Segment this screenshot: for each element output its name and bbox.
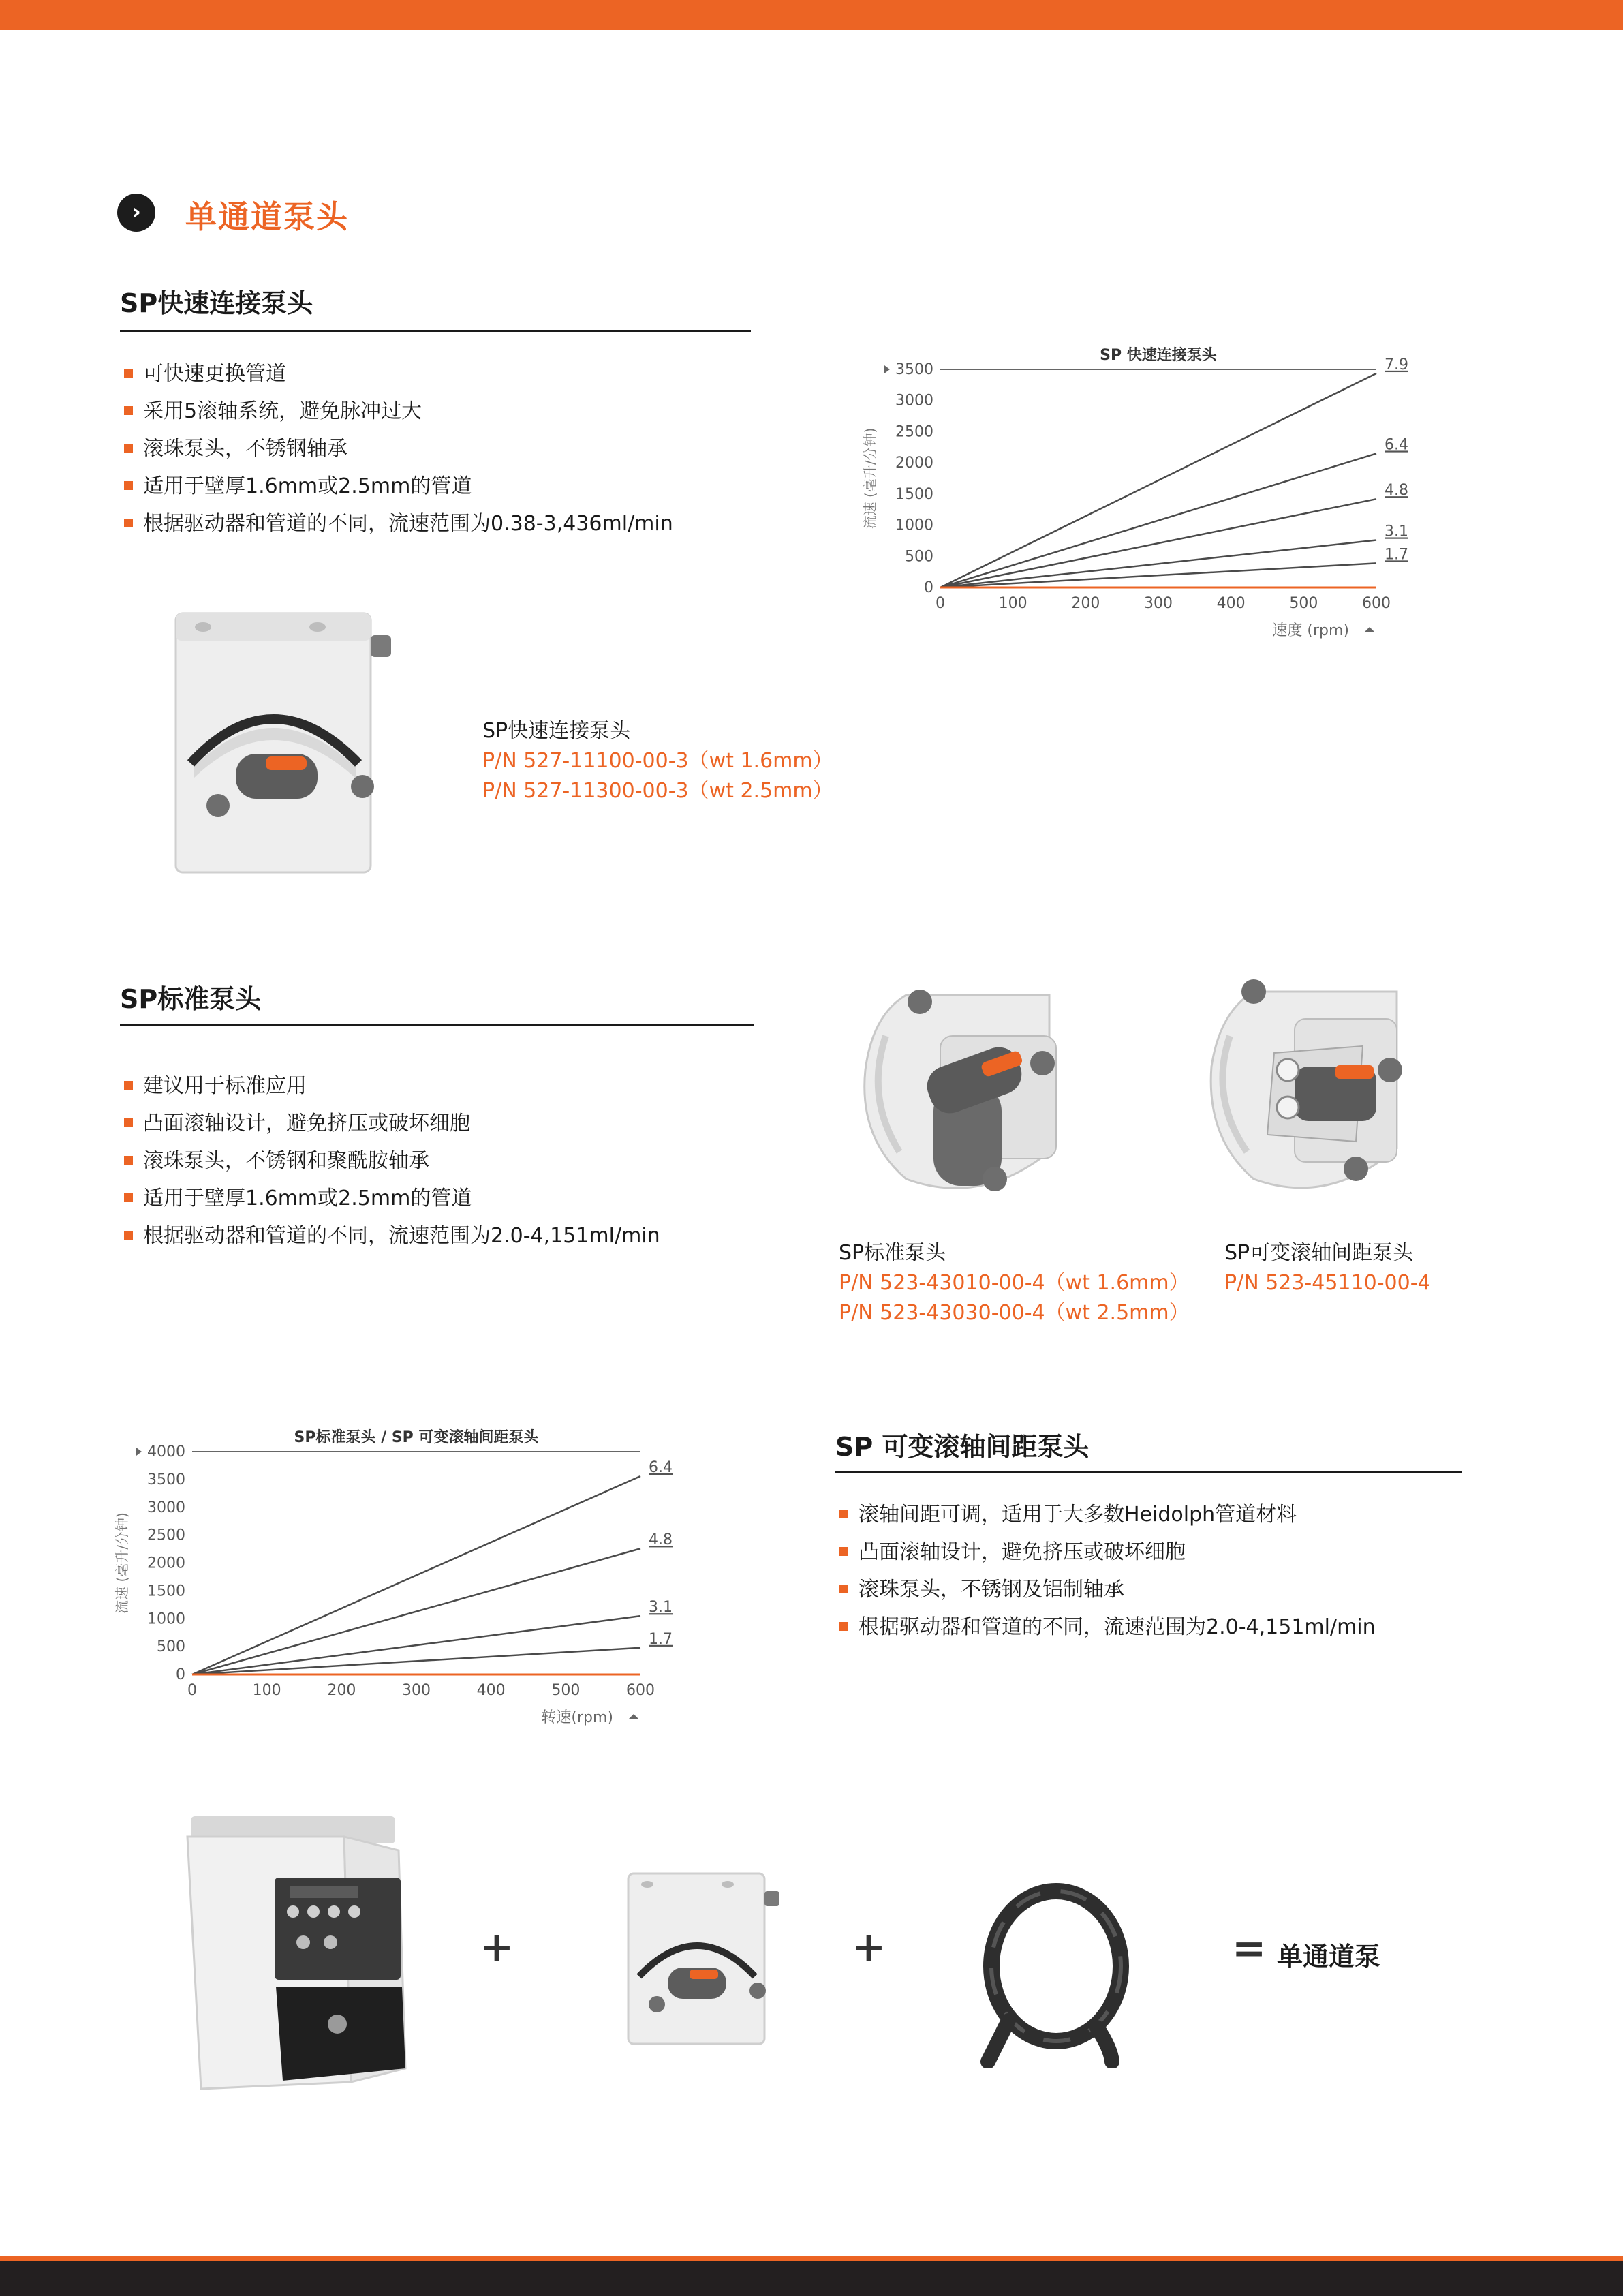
- x-tick-label: 200: [1071, 595, 1100, 612]
- variable-caption-name: SP可变滚轴间距泵头: [1224, 1241, 1414, 1265]
- list-item: 凸面滚轴设计，避免挤压或破坏细胞: [835, 1533, 1585, 1571]
- series-label: 1.7: [649, 1630, 673, 1648]
- x-tick-label: 400: [476, 1682, 506, 1699]
- y-axis-label: 流速 (毫升/分钟): [114, 1512, 130, 1614]
- y-tick-label: 3000: [147, 1499, 185, 1516]
- quick-feature-list: [120, 355, 801, 542]
- x-tick-label: 600: [1362, 595, 1391, 612]
- chart-title: SP 快速连接泵头: [1100, 347, 1217, 364]
- y-tick-label: 1500: [895, 485, 933, 503]
- series-line: [192, 1548, 640, 1674]
- quick-heading-rule: [120, 330, 751, 332]
- x-axis-label: 转速(rpm): [541, 1709, 613, 1726]
- list-item: 适用于壁厚1.6mm或2.5mm的管道: [120, 468, 801, 505]
- list-item: 根据驱动器和管道的不同，流速范围为0.38-3,436ml/min: [120, 505, 801, 542]
- y-axis-arrow-icon: [884, 365, 890, 373]
- standard-flow-chart: [109, 1414, 688, 1734]
- series-line: [192, 1648, 640, 1674]
- variable-feature-list: [835, 1496, 1585, 1646]
- y-tick-label: 3500: [895, 361, 933, 378]
- x-axis-arrow-icon: [1364, 627, 1375, 632]
- series-label: 6.4: [649, 1458, 673, 1476]
- tubing-image: [968, 1878, 1151, 2068]
- y-tick-label: 2000: [895, 455, 933, 472]
- bottom-footer-bar: [0, 2261, 1623, 2296]
- x-axis-arrow-icon: [628, 1714, 639, 1719]
- y-tick-label: 1000: [895, 517, 933, 534]
- series-label: 3.1: [1385, 523, 1408, 540]
- x-tick-label: 0: [936, 595, 945, 612]
- variable-caption-pn1: P/N 523-45110-00-4: [1224, 1271, 1431, 1295]
- standard-feature-list: [120, 1067, 801, 1255]
- quick-caption-pn1: P/N 527-11100-00-3（wt 1.6mm）: [482, 749, 833, 773]
- y-tick-label: 500: [905, 548, 933, 566]
- y-tick-label: 3500: [147, 1471, 185, 1488]
- standard-heading: SP标准泵头: [120, 984, 262, 1014]
- x-tick-label: 100: [998, 595, 1027, 612]
- standard-caption-pn2: P/N 523-43030-00-4（wt 2.5mm）: [839, 1301, 1190, 1325]
- list-item: 可快速更换管道: [120, 355, 801, 393]
- quick-heading: SP快速连接泵头: [120, 288, 313, 318]
- x-tick-label: 400: [1216, 595, 1246, 612]
- y-tick-label: 0: [924, 579, 933, 596]
- list-item: 适用于壁厚1.6mm或2.5mm的管道: [120, 1180, 801, 1217]
- series-line: [940, 499, 1376, 587]
- x-tick-label: 300: [1144, 595, 1173, 612]
- x-tick-label: 600: [626, 1682, 655, 1699]
- standard-caption-pn1: P/N 523-43010-00-4（wt 1.6mm）: [839, 1271, 1190, 1295]
- standard-pump-head-image: [845, 975, 1097, 1227]
- y-tick-label: 2000: [147, 1555, 185, 1572]
- series-label: 3.1: [649, 1599, 673, 1617]
- x-tick-label: 100: [252, 1682, 281, 1699]
- y-tick-label: 500: [157, 1638, 185, 1656]
- variable-heading: SP 可变滚轴间距泵头: [835, 1432, 1089, 1462]
- variable-pump-head-image: [1192, 971, 1444, 1223]
- series-label: 1.7: [1385, 546, 1408, 564]
- list-item: 凸面滚轴设计，避免挤压或破坏细胞: [120, 1105, 801, 1142]
- x-tick-label: 500: [551, 1682, 581, 1699]
- y-tick-label: 2500: [895, 423, 933, 441]
- quick-pump-head-image: [164, 600, 422, 886]
- series-label: 4.8: [1385, 482, 1408, 500]
- series-label: 4.8: [649, 1531, 673, 1549]
- series-label: 6.4: [1385, 436, 1408, 454]
- list-item: 根据驱动器和管道的不同，流速范围为2.0-4,151ml/min: [835, 1608, 1585, 1646]
- top-accent-bar: [0, 0, 1623, 30]
- y-tick-label: 1000: [147, 1610, 185, 1628]
- y-axis-label: 流速 (毫升/分钟): [862, 427, 878, 530]
- list-item: 滚轴间距可调，适用于大多数Heidolph管道材料: [835, 1496, 1585, 1533]
- bottom-accent-line: [0, 2256, 1623, 2261]
- plus-sign-1: +: [480, 1923, 514, 1971]
- series-line: [940, 540, 1376, 587]
- chevron-right-icon: ›: [117, 194, 155, 232]
- list-item: 滚珠泵头，不锈钢和聚酰胺轴承: [120, 1142, 801, 1180]
- list-item: 滚珠泵头，不锈钢及铝制轴承: [835, 1571, 1585, 1608]
- y-tick-label: 2500: [147, 1527, 185, 1544]
- y-axis-arrow-icon: [136, 1448, 142, 1456]
- y-tick-label: 4000: [147, 1443, 185, 1460]
- standard-heading-rule: [120, 1024, 754, 1026]
- list-item: 采用5滚轴系统，避免脉冲过大: [120, 393, 801, 430]
- list-item: 建议用于标准应用: [120, 1067, 801, 1105]
- quick-caption-name: SP快速连接泵头: [482, 719, 631, 743]
- x-tick-label: 300: [402, 1682, 431, 1699]
- quick-caption-pn2: P/N 527-11300-00-3（wt 2.5mm）: [482, 779, 833, 803]
- list-item: 滚珠泵头，不锈钢轴承: [120, 430, 801, 468]
- x-tick-label: 500: [1289, 595, 1318, 612]
- y-tick-label: 3000: [895, 392, 933, 410]
- section-title: 单通道泵头: [185, 198, 349, 235]
- plus-sign-2: +: [852, 1923, 886, 1971]
- chart-title: SP标准泵头 / SP 可变滚轴间距泵头: [294, 1429, 539, 1446]
- quick-caption: [482, 716, 833, 806]
- series-line: [940, 373, 1376, 587]
- x-axis-label: 速度 (rpm): [1272, 622, 1349, 639]
- variable-heading-rule: [835, 1471, 1462, 1473]
- equals-sign: =: [1232, 1925, 1267, 1972]
- quick-flow-chart: [845, 334, 1431, 654]
- pump-drive-image: [174, 1809, 419, 2096]
- y-tick-label: 0: [176, 1666, 185, 1683]
- pump-head-image: [619, 1864, 796, 2055]
- y-tick-label: 1500: [147, 1582, 185, 1600]
- result-label: 单通道泵: [1277, 1942, 1381, 1972]
- variable-caption: [1224, 1238, 1431, 1298]
- x-tick-label: 0: [187, 1682, 197, 1699]
- standard-caption: [839, 1238, 1190, 1328]
- x-tick-label: 200: [327, 1682, 356, 1699]
- series-label: 7.9: [1385, 356, 1408, 373]
- list-item: 根据驱动器和管道的不同，流速范围为2.0-4,151ml/min: [120, 1217, 801, 1255]
- standard-caption-name: SP标准泵头: [839, 1241, 946, 1265]
